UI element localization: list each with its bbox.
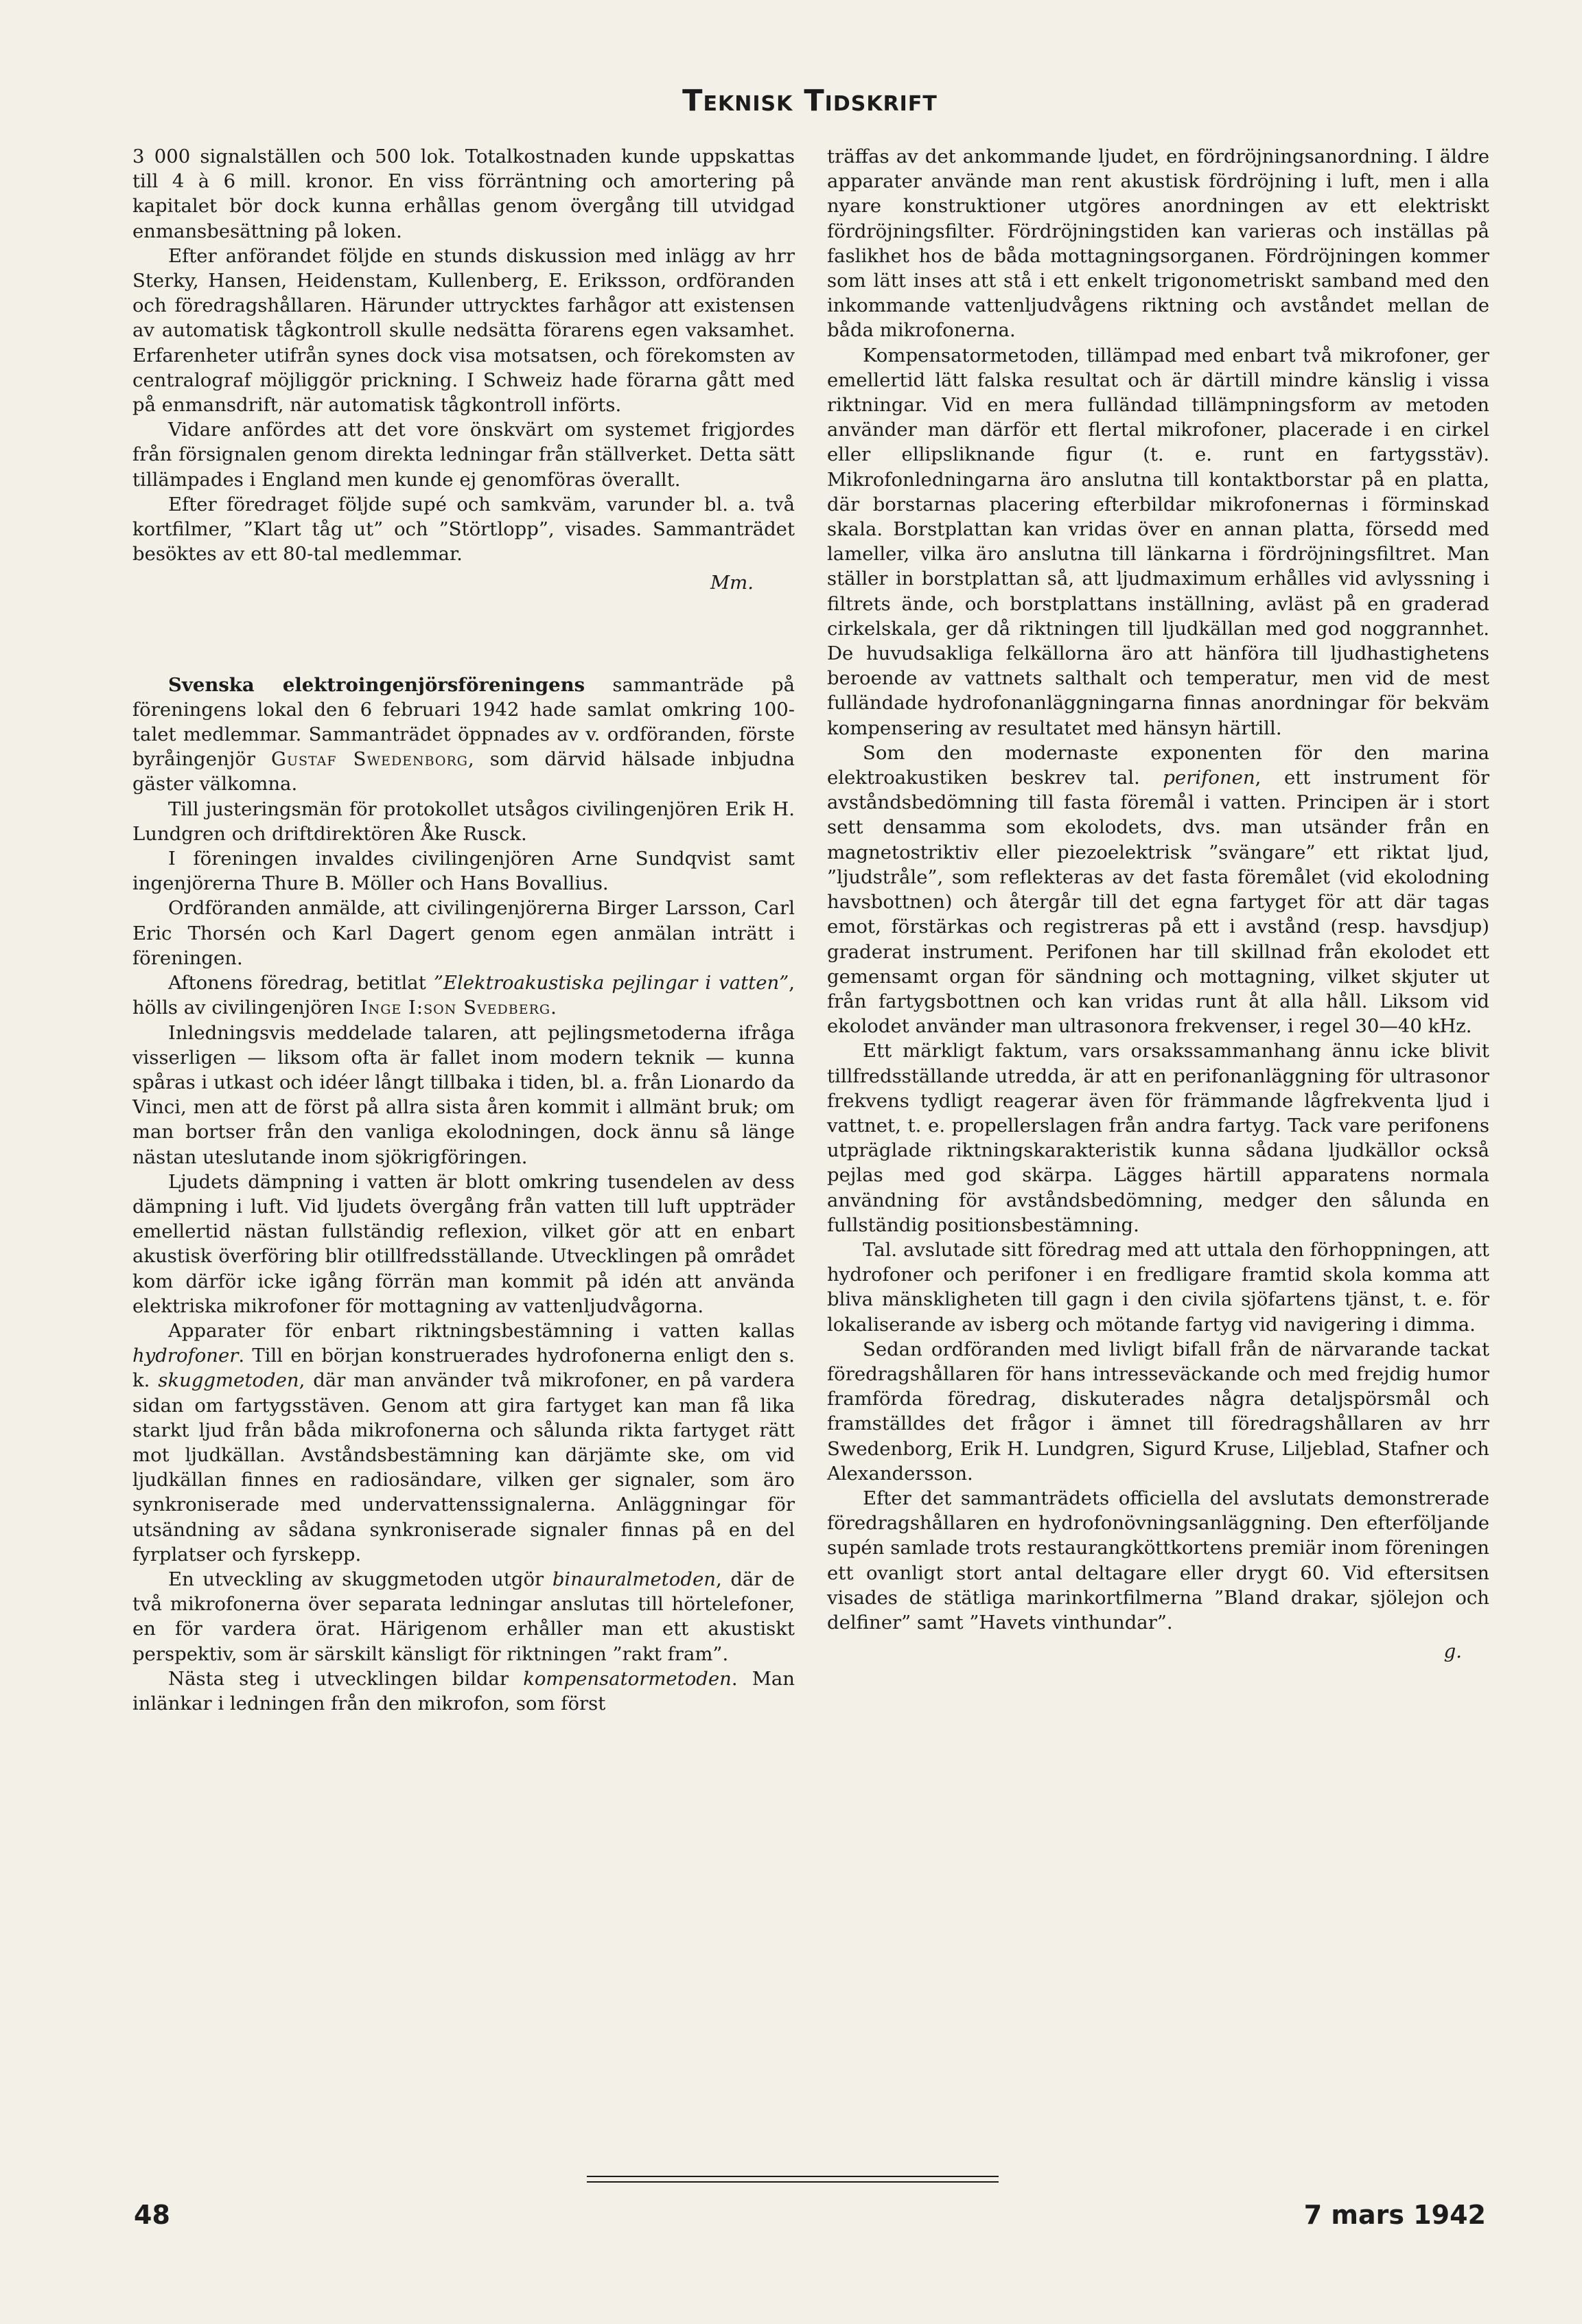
paragraph: träffas av det ankommande ljudet, en fördröjningsanordning. I äldre apparater använde man rent akustisk fördröjning i luft, men i alla nyare konstruktioner utgöres anordningen av ett elektriskt fördröjningsfilter. Fördröjningstiden kan varieras och inställas på faslikhet hos de båda mottagningsorganen. Fördröjningen kommer som lätt inses att stå i ett enkelt trigonometriskt samband med den inkommande vattenljudvågens riktning och avståndet mellan de båda mikrofonerna. <box>827 146 1489 342</box>
text-run: Aftonens föredrag, betitlat <box>168 972 434 995</box>
term: kompensatormetoden <box>523 1667 732 1690</box>
paragraph: Till justeringsmän för protokollet utsågos civilingenjören Erik H. Lundgren och driftdirektören Åke Rusck. <box>132 798 795 845</box>
term: perifonen <box>1163 767 1255 789</box>
paragraph: I föreningen invaldes civilingenjören Arne Sundqvist samt ingenjörerna Thure B. Möller och Hans Bovallius. <box>132 848 795 895</box>
paragraph <box>132 1567 795 1666</box>
paragraph: Tal. avslutade sitt föredrag med att uttala den förhoppningen, att hydrofoner och perifoner i en fredligare framtid skola komma att bliva mänskligheten till gagn i den civila sjöfartens tjänst, t. e. för lokaliserande av isberg och mötande fartyg vid navigering i dimma. <box>827 1238 1489 1336</box>
society-name: Svenska elektroingenjörsföreningens <box>168 673 585 696</box>
paragraph: Vidare anfördes att det vore önskvärt om systemet frigjordes från försignalen genom direkta ledningar från ställverket. Detta sätt tillämpades i England men kunde ej genomföras överallt. <box>132 419 795 491</box>
paragraph: Sedan ordföranden med livligt bifall från de närvarande tackat föredragshållaren för hans intresseväckande och med frejdig humor framförda föredrag, diskuterades några detaljspörsmål och framställdes det frågor i ämnet till föredragshållaren av hrr Swedenborg, Erik H. Lundgren, Sigurd Kruse, Liljeblad, Stafner och Alexandersson. <box>827 1338 1489 1485</box>
text-run: , där de två mikrofonerna över separata ledningar anslutas till hörtelefoner, en för vardera örat. Härigenom erhåller man ett akustiskt perspektiv, som är särskilt känsligt för riktningen ”rakt fram”. <box>132 1568 795 1665</box>
paragraph: Efter föredraget följde supé och samkväm, varunder bl. a. två kortfilmer, ”Klart tåg ut” och ”Störtlopp”, visades. Sammanträdet besöktes av ett 80-tal medlemmar. <box>132 493 795 566</box>
paragraph: Ordföranden anmälde, att civilingenjörerna Birger Larsson, Carl Eric Thorsén och Karl Dagert genom egen anmälan inträtt i föreningen. <box>132 897 795 969</box>
lecture-title: ”Elektroakustiska pejlingar i vatten” <box>433 972 789 995</box>
signature: Mm. <box>710 572 754 594</box>
text-run: Nästa steg i utvecklingen bildar <box>168 1667 524 1690</box>
page-number: 48 <box>134 2200 170 2230</box>
paragraph: Ett märkligt faktum, vars orsakssammanhang ännu icke blivit tillfredsställande utredda, är att en perifonanläggning för ultrasonor frekvens tydligt reagerar även för främmande lågfrekventa ljud i vattnet, t. e. propellerslagen från andra fartyg. Tack vare perifonens utpräglade riktningskarakteristik kunna sådana ljudkällor också pejlas med god skärpa. Lägges härtill apparatens normala användning för avståndsbedömning, medger den sålunda en fullständig positionsbestämning. <box>827 1040 1489 1236</box>
running-head: Teknisk Tidskrift <box>682 84 938 118</box>
paragraph: Kompensatormetoden, tillämpad med enbart två mikrofoner, ger emellertid lätt falska resultat och är därtill mindre känslig i vissa riktningar. Vid en mera fulländad tillämpningsform av metoden använder man därför ett flertal mikrofoner, placerade i en cirkel eller ellipsliknande figur (t. e. runt en fartygsstäv). Mikrofonledningarna äro anslutna till kontaktborstar på en platta, där borstarnas placering efterbildar mikrofonernas i förminskad skala. Borstplattan kan vridas över en annan platta, försedd med lameller, vilka äro anslutna till länkarna i fördröjningsfiltret. Man ställer in borstplattan så, att ljudmaximum erhålles vid avlyssning i filtrets ände, och borstplattans inställning, avläst på en graderad cirkelskala, ger då riktningen till ljudkällan med god noggrannhet. De huvudsakliga felkällorna äro att hänföra till ljudhastighetens beroende av vattnets salthalt och temperatur, men vid de mest fulländade hydrofonanläggningarna finnas anordningar för bekväm kompensering av resultatet med hänsyn härtill. <box>827 344 1489 739</box>
text-run: . Till en början konstruerades hydrofonerna enligt den s. k. <box>132 1345 795 1392</box>
paragraph: Efter anförandet följde en stunds diskussion med inlägg av hrr Sterky, Hansen, Heidenstam, Kullenberg, E. Eriksson, ordföranden och föredragshållaren. Härunder uttrycktes farhågor att existensen av automatisk tågkontroll skulle nedsätta förarens egen vaksamhet. Erfarenheter utifrån synes dock visa motsatsen, och förekomsten av centralograf möjliggör prickning. I Schweiz hade förarna gått med på enmansdrift, när automatisk tågkontroll införts. <box>132 244 795 417</box>
paragraph <box>132 673 795 797</box>
text-run: . <box>550 997 557 1019</box>
signature: g. <box>1443 1640 1462 1663</box>
issue-date: 7 mars 1942 <box>1303 2200 1486 2230</box>
text-run: Apparater för enbart riktningsbestämning i vatten kallas <box>168 1319 795 1342</box>
paragraph <box>132 1318 795 1567</box>
paragraph <box>132 1666 795 1716</box>
paragraph: Efter det sammanträdets officiella del avslutats demonstrerade föredragshållaren en hydrofonövningsanläggning. Den efterföljande supén samlade trots restaurangköttkortens premiär inom föreningen ett ovanligt stort antal deltagare eller drygt 60. Vid eftersitsen visades de stätliga marinkortfilmerna ”Bland drakar, sjölejon och delfiner” samt ”Havets vinthundar”. <box>827 1487 1489 1634</box>
right-column <box>827 144 1489 1664</box>
person-name: Inge I:son Svedberg <box>360 997 551 1019</box>
text-run: sammanträde på föreningens lokal den 6 februari 1942 hade samlat omkring 100-talet medlemmar. Sammanträdet öppnades av v. ordföranden, förste byråingenjör <box>132 673 795 771</box>
paragraph <box>132 971 795 1020</box>
paragraph: Ljudets dämpning i vatten är blott omkring tusendelen av dess dämpning i luft. Vid ljudets övergång från vatten till luft uppträder emellertid nästan fullständig reflexion, vilket gör att en enbart akustisk överföring blir otillfredsställande. Utvecklingen på området kom därför icke igång förrän man kommit på idén att använda elektriska mikrofoner för mottagning av vattenljudvågorna. <box>132 1170 795 1317</box>
paragraph <box>827 741 1489 1038</box>
term: hydrofoner <box>132 1345 239 1367</box>
term: skuggmetoden <box>158 1369 299 1392</box>
text-run: , där man använder två mikrofoner, en på vardera sidan om fartygsstäven. Genom att gira fartyget kan man få lika starkt ljud från båda mikrofonerna och sålunda rikta fartyget rätt mot ljudkällan. Avståndsbestämning kan därjämte ske, om vid ljudkällan finnes en radiosändare, vilken ger signaler, som äro synkroniserade med undervattenssignalerna. Anläggningar för utsändning av sådana synkroniserade signaler finnas på en del fyrplatser och fyrskepp. <box>132 1369 795 1566</box>
text-run: , ett instrument för avståndsbedömning till fasta föremål i vatten. Principen är i stort sett densamma som ekolodets, dvs. man utsänder från en magnetostriktiv eller piezoelektrisk ”svängare” ett riktat ljud, ”ljudstråle”, som reflekteras av det fasta föremålet (vid ekolodning havsbottnen) och återgår till det egna fartyget för att där tagas emot, förstärkas och registreras på ett i avstånd (resp. havsdjup) graderat instrument. Perifonen har till skillnad från ekolodet ett gemensamt organ för sändning och mottagning, vilket skjuter ut från fartygsbottnen och kan vridas runt åt alla håll. Liksom vid ekolodet använder man ultrasonora frekvenser, i regel 30—40 kHz. <box>827 767 1489 1038</box>
section-gap <box>132 596 795 673</box>
paragraph: Inledningsvis meddelade talaren, att pejlingsmetoderna ifråga visserligen — liksom ofta är fallet inom modern teknik — kunna spåras i utkast och idéer långt tillbaka i tiden, bl. a. från Lionardo da Vinci, men att de först på allra sista åren kommit i allmänt bruk; om man bortser från den vanliga ekolodningen, dock ännu så länge nästan uteslutande inom sjökrigföringen. <box>132 1021 795 1168</box>
text-run: , som därvid hälsade inbjudna gäster välkomna. <box>132 748 795 795</box>
footer-rule <box>587 2181 999 2183</box>
paragraph: 3 000 signalställen och 500 lok. Totalkostnaden kunde uppskattas till 4 à 6 mill. kronor. En viss förräntning och amortering på kapitalet bör dock kunna erhållas genom övergång till utvidgad enmansbesättning på loken. <box>132 146 795 242</box>
term: binauralmetoden <box>552 1568 716 1590</box>
text-run: En utveckling av skuggmetoden utgör <box>168 1568 552 1590</box>
person-name: Gustaf Swedenborg <box>271 748 468 771</box>
footer-rule <box>587 2176 999 2177</box>
text-run: Som den modernaste exponenten för den marina elektroakustiken beskrev tal. <box>827 741 1489 789</box>
text-run: . Man inlänkar i ledningen från den mikrofon, som först <box>132 1667 795 1715</box>
left-column <box>132 144 795 1716</box>
text-run: , hölls av civilingenjören <box>132 972 795 1019</box>
